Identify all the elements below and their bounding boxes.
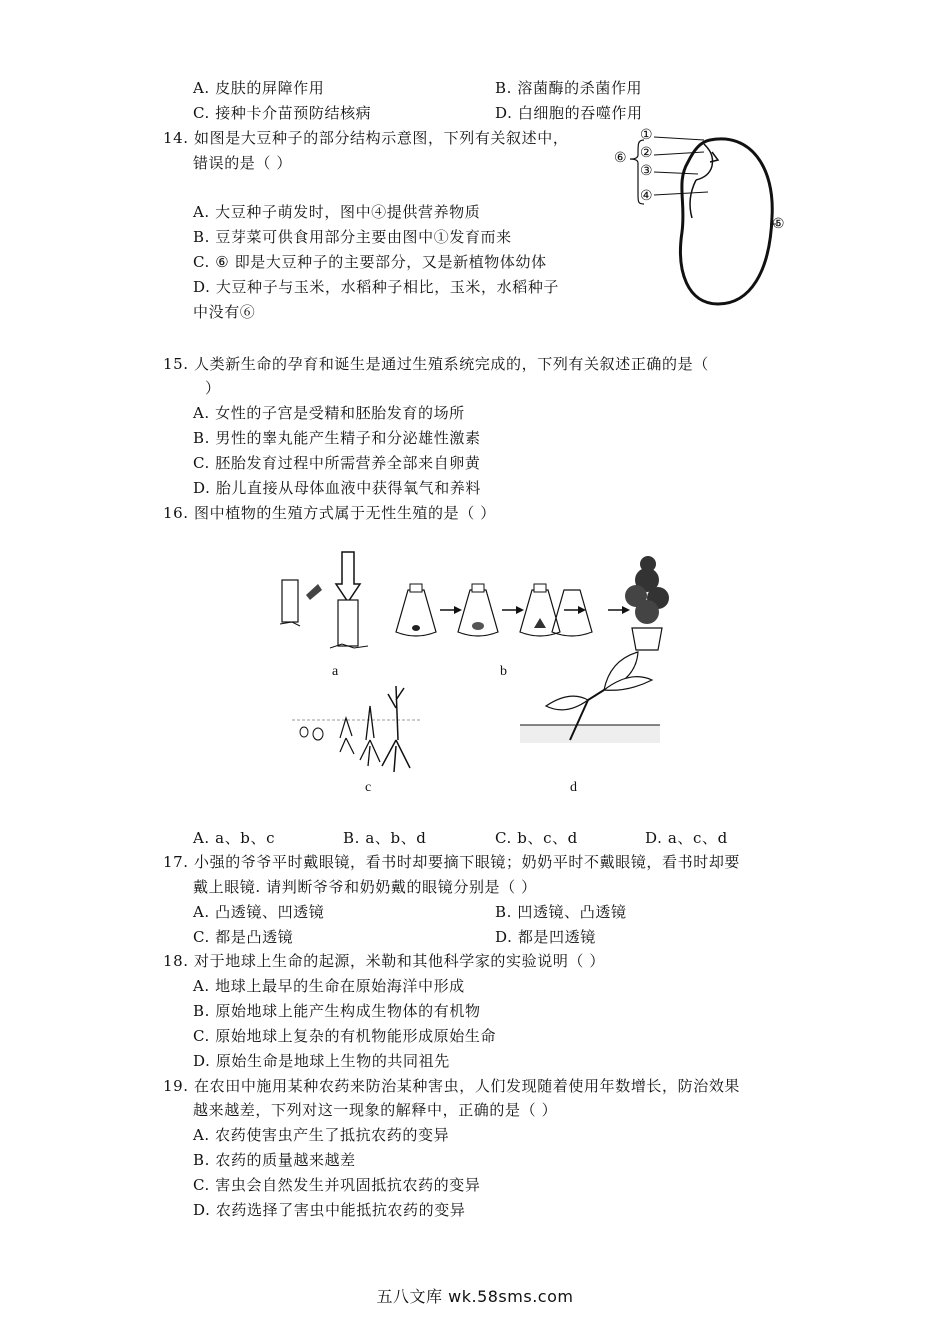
q16-stem: 16. 图中植物的生殖方式属于无性生殖的是（ ） — [163, 504, 496, 522]
q17-option-c: C. 都是凸透镜 — [193, 928, 294, 946]
figure-label-a: a — [332, 664, 339, 679]
q18-option-b: B. 原始地球上能产生构成生物体的有机物 — [193, 1002, 481, 1020]
q14-stem-line2: 错误的是（ ） — [193, 154, 292, 172]
q17-stem-line1: 17. 小强的爷爷平时戴眼镜，看书时却要摘下眼镜；奶奶平时不戴眼镜，看书时却要 — [163, 853, 741, 871]
q16-option-b: B. a、b、d — [343, 829, 427, 847]
q13-option-d: D. 白细胞的吞噬作用 — [495, 104, 643, 122]
q18-stem: 18. 对于地球上生命的起源，米勒和其他科学家的实验说明（ ） — [163, 952, 605, 970]
q17-option-b: B. 凹透镜、凸透镜 — [495, 903, 627, 921]
q19-option-b: B. 农药的质量越来越差 — [193, 1151, 356, 1169]
q15-option-d: D. 胎儿直接从母体血液中获得氧气和养料 — [193, 479, 482, 497]
label-4: ④ — [640, 189, 653, 204]
q19-stem-line2: 越来越差，下列对这一现象的解释中，正确的是（ ） — [193, 1101, 558, 1119]
label-2: ② — [640, 146, 653, 161]
q15-stem-line1: 15. 人类新生命的孕育和诞生是通过生殖系统完成的，下列有关叙述正确的是（ — [163, 355, 709, 373]
footer-source: 五八文库 wk.58sms.com — [376, 1287, 574, 1306]
figure-c-seed-germination — [292, 686, 420, 772]
q16-option-d: D. a、c、d — [645, 829, 728, 847]
label-5: ⑤ — [772, 217, 785, 232]
q14-stem-line1: 14. 如图是大豆种子的部分结构示意图，下列有关叙述中， — [163, 129, 569, 147]
q13-option-b: B. 溶菌酶的杀菌作用 — [495, 79, 643, 97]
q14-option-a: A. 大豆种子萌发时，图中④提供营养物质 — [193, 203, 481, 221]
q17-option-d: D. 都是凹透镜 — [495, 928, 596, 946]
q17-option-a: A. 凸透镜、凹透镜 — [193, 903, 325, 921]
label-3: ③ — [640, 164, 653, 179]
q15-option-b: B. 男性的睾丸能产生精子和分泌雄性激素 — [193, 429, 481, 447]
q19-stem-line1: 19. 在农田中施用某种农药来防治某种害虫，人们发现随着使用年数增长，防治效果 — [163, 1077, 741, 1095]
label-6: ⑥ — [614, 151, 627, 166]
figure-label-b: b — [500, 664, 507, 679]
q19-option-d: D. 农药选择了害虫中能抵抗农药的变异 — [193, 1201, 466, 1219]
radicle-shape — [690, 180, 696, 218]
q13-option-c: C. 接种卡介苗预防结核病 — [193, 104, 372, 122]
reproduction-figures — [270, 540, 690, 800]
q18-option-c: C. 原始地球上复杂的有机物能形成原始生命 — [193, 1027, 497, 1045]
figure-label-d: d — [570, 780, 577, 795]
figure-b-tissue-culture — [396, 556, 669, 650]
q17-stem-line2: 戴上眼镜. 请判断爷爷和奶奶戴的眼镜分别是（ ） — [193, 878, 537, 896]
q15-option-a: A. 女性的子宫是受精和胚胎发育的场所 — [193, 404, 465, 422]
q14-option-d-line2: 中没有⑥ — [193, 303, 256, 321]
figure-a-grafting — [280, 552, 368, 648]
q15-stem-line2: ） — [205, 379, 221, 397]
q14-option-c: C. ⑥ 即是大豆种子的主要部分，又是新植物体幼体 — [193, 253, 547, 271]
seed-coat-outline — [681, 139, 773, 304]
label-1: ① — [640, 128, 653, 143]
q16-option-a: A. a、b、c — [193, 829, 276, 847]
q13-option-a: A. 皮肤的屏障作用 — [193, 79, 325, 97]
q14-option-b: B. 豆芽菜可供食用部分主要由图中①发育而来 — [193, 228, 512, 246]
q19-option-a: A. 农药使害虫产生了抵抗农药的变异 — [193, 1126, 450, 1144]
figure-label-c: c — [365, 780, 372, 795]
soybean-seed-diagram — [600, 122, 810, 322]
q14-option-d-line1: D. 大豆种子与玉米，水稻种子相比，玉米，水稻种子 — [193, 278, 560, 296]
q16-option-c: C. b、c、d — [495, 829, 578, 847]
q18-option-a: A. 地球上最早的生命在原始海洋中形成 — [193, 977, 465, 995]
q19-option-c: C. 害虫会自然发生并巩固抵抗农药的变异 — [193, 1176, 481, 1194]
q18-option-d: D. 原始生命是地球上生物的共同祖先 — [193, 1052, 450, 1070]
figure-d-cutting — [520, 652, 660, 743]
q15-option-c: C. 胚胎发育过程中所需营养全部来自卵黄 — [193, 454, 481, 472]
